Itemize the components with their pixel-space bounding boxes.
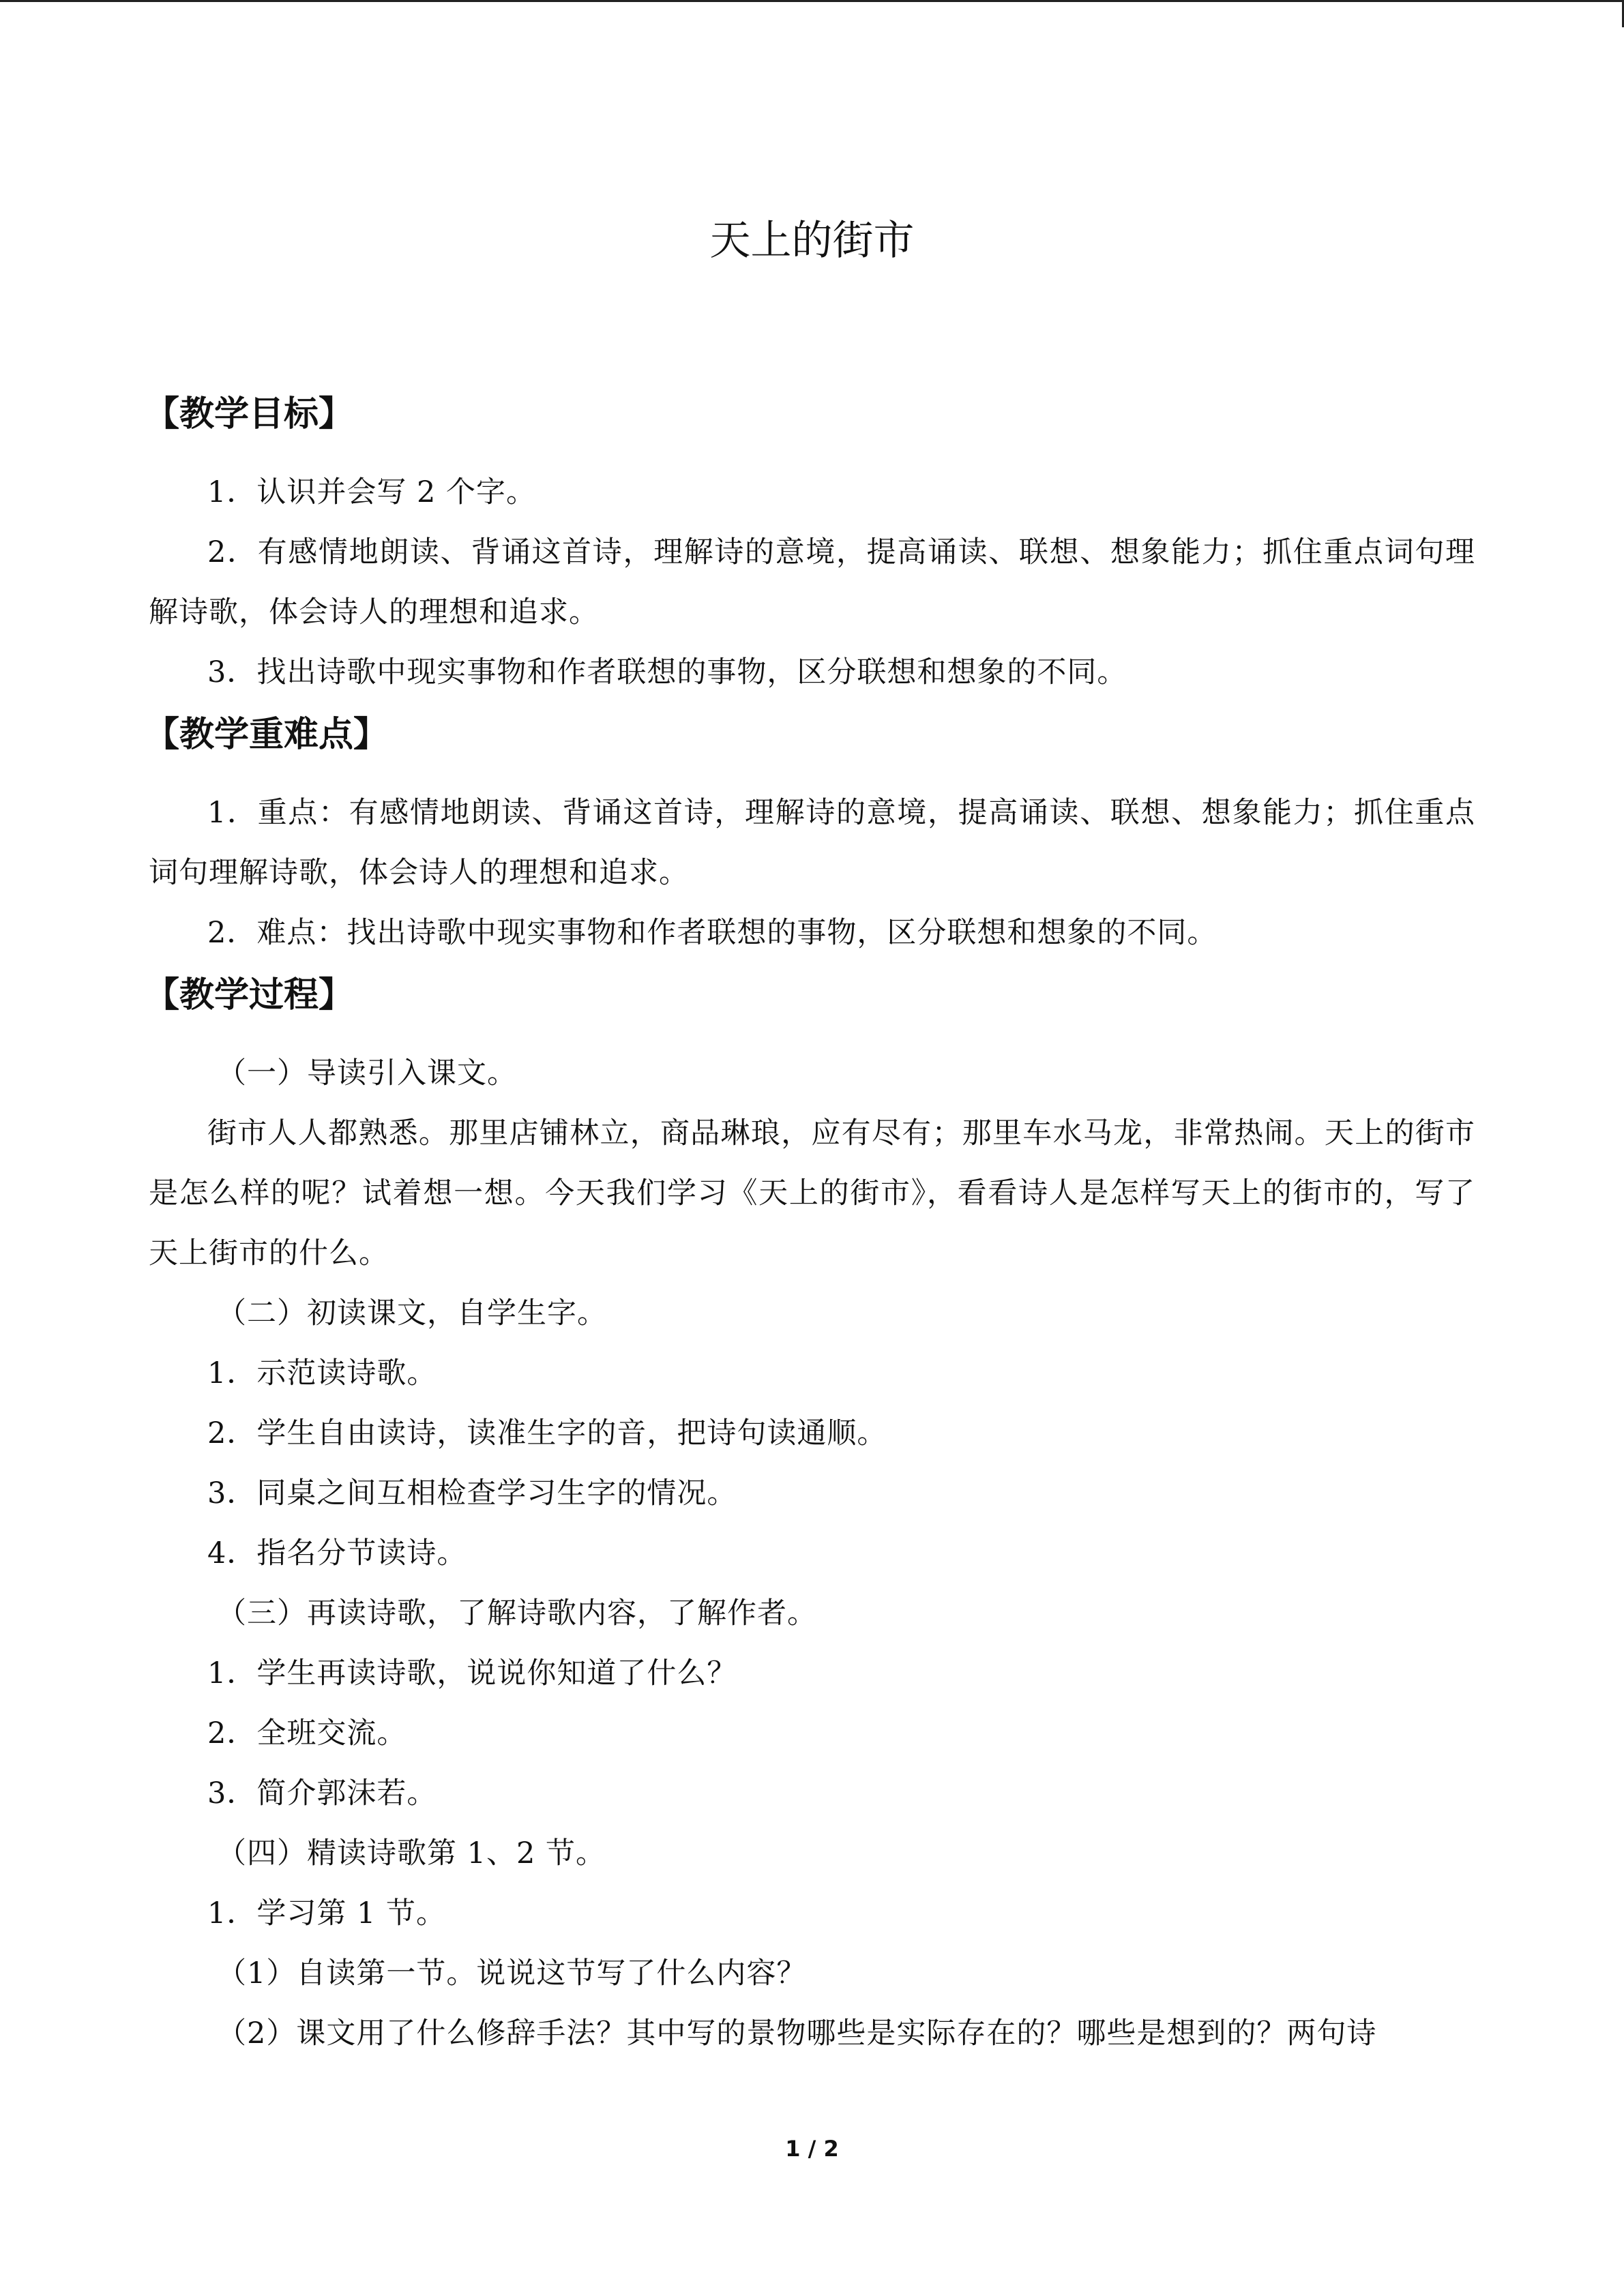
process-item: 3．同桌之间互相检查学习生字的情况。 <box>207 1476 737 1510</box>
document-title: 天上的街市 <box>709 217 915 265</box>
key-point-item: 2．难点：找出诗歌中现实事物和作者联想的事物，区分联想和想象的不同。 <box>207 916 1217 950</box>
section-heading-process: 【教学过程】 <box>145 975 354 1015</box>
key-point-item: 1．重点：有感情地朗读、背诵这首诗，理解诗的意境，提高诵读、联想、想象能力；抓住重点词句理解诗歌，体会诗人的理想和追求。 <box>149 796 1475 890</box>
process-step-heading: （一）导读引入课文。 <box>217 1056 517 1090</box>
document-body <box>145 382 1475 2063</box>
process-item: 2．全班交流。 <box>207 1716 407 1750</box>
section-heading-key-points: 【教学重难点】 <box>145 715 389 755</box>
process-sub-item: （1）自读第一节。说说这节写了什么内容？ <box>217 1956 807 1991</box>
process-item: 1．示范读诗歌。 <box>207 1356 437 1390</box>
process-step-heading: （四）精读诗歌第 1、2 节。 <box>217 1836 606 1870</box>
goal-item: 2．有感情地朗读、背诵这首诗，理解诗的意境，提高诵读、联想、想象能力；抓住重点词句理解诗歌，体会诗人的理想和追求。 <box>149 535 1475 629</box>
process-item: 1．学生再读诗歌，说说你知道了什么？ <box>207 1656 737 1690</box>
process-item: 3．简介郭沫若。 <box>207 1776 437 1810</box>
process-step-heading: （三）再读诗歌，了解诗歌内容，了解作者。 <box>217 1596 817 1630</box>
goal-item: 1．认识并会写 2 个字。 <box>207 475 537 509</box>
process-step-heading: （二）初读课文，自学生字。 <box>217 1296 607 1330</box>
process-item: 4．指名分节读诗。 <box>207 1536 467 1570</box>
section-heading-goals: 【教学目标】 <box>145 394 354 434</box>
process-item: 2．学生自由读诗，读准生字的音，把诗句读通顺。 <box>207 1416 887 1450</box>
process-sub-item: （2）课文用了什么修辞手法？其中写的景物哪些是实际存在的？哪些是想到的？两句诗 <box>217 2016 1377 2051</box>
goal-item: 3．找出诗歌中现实事物和作者联想的事物，区分联想和想象的不同。 <box>207 655 1127 689</box>
page-number: 1 / 2 <box>785 2136 839 2162</box>
top-border-line <box>0 0 1624 2</box>
process-paragraph: 街市人人都熟悉。那里店铺林立，商品琳琅，应有尽有；那里车水马龙，非常热闹。天上的街市是怎么样的呢？试着想一想。今天我们学习《天上的街市》，看看诗人是怎样写天上的街市的，写了天上街市的什么。 <box>149 1116 1475 1270</box>
process-item: 1．学习第 1 节。 <box>207 1896 447 1930</box>
